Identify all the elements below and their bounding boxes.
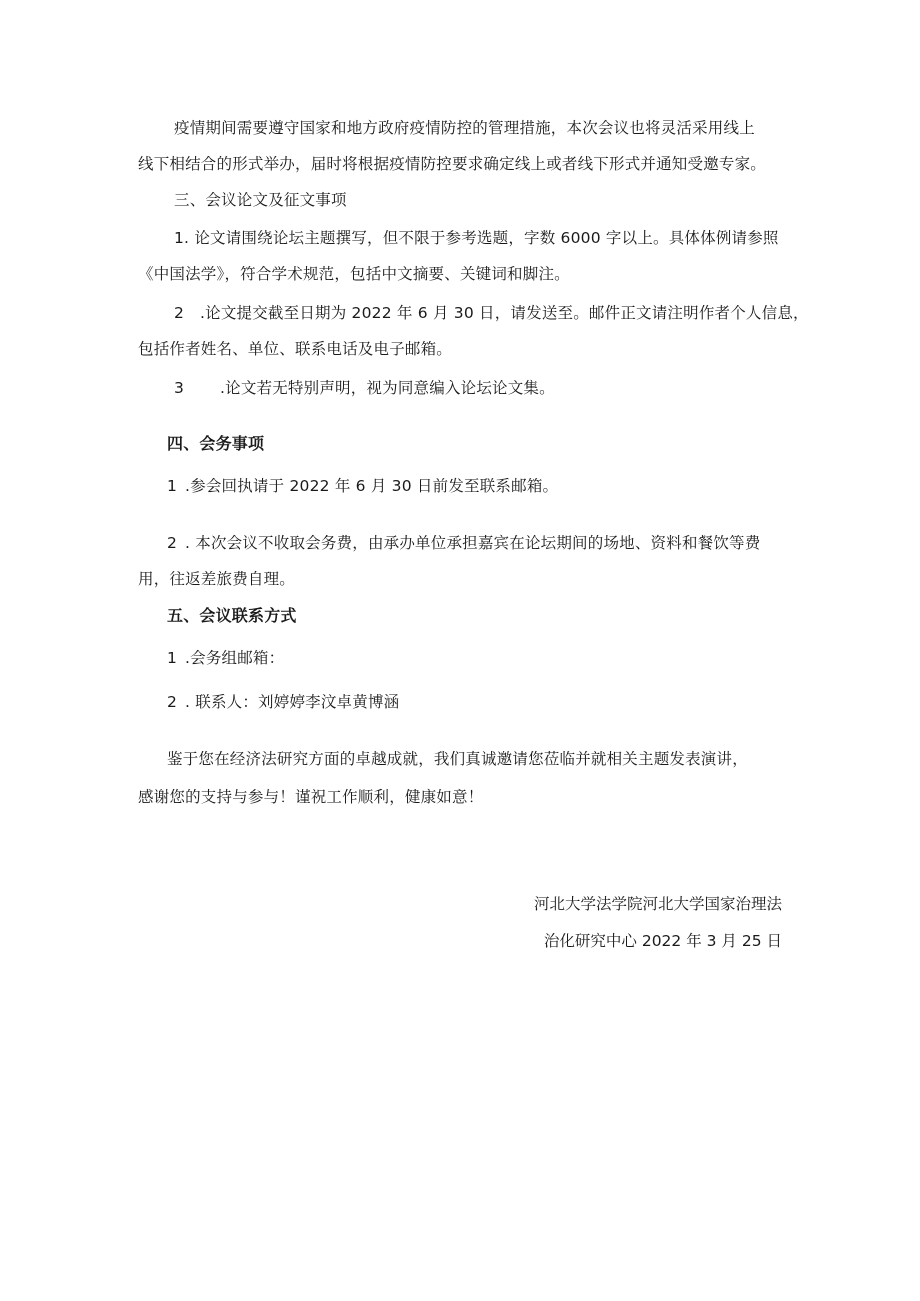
section3-item3-text: .论文若无特别声明，视为同意编入论坛论文集。 [220, 379, 555, 397]
section4-item2-number: 2 [167, 534, 178, 552]
section5-item1-text: .会务组邮箱： [185, 649, 285, 667]
section5-item1 [167, 648, 284, 668]
closing-line2: 感谢您的支持与参与！谨祝工作顺利，健康如意！ [138, 788, 484, 806]
closing-line1: 鉴于您在经济法研究方面的卓越成就，我们真诚邀请您莅临并就相关主题发表演讲， [167, 750, 748, 768]
section4-title: 四、会务事项 [167, 434, 265, 453]
section4-item2-line2: 用，往返差旅费自理。 [138, 570, 296, 588]
signature-line1: 河北大学法学院河北大学国家治理法 [533, 895, 782, 913]
section5-item2 [167, 692, 399, 712]
section5-item2-number: 2 [167, 693, 178, 711]
section5-item2-text: . 联系人：刘婷婷李汶卓黄博涵 [185, 693, 400, 711]
section3-item1-line2: 《中国法学》，符合学术规范，包括中文摘要、关键词和脚注。 [138, 265, 570, 283]
covid-paragraph-line1: 疫情期间需要遵守国家和地方政府疫情防控的管理措施，本次会议也将灵活采用线上 [174, 119, 755, 137]
section3-item2-number: 2 [174, 304, 185, 322]
section4-item2-line1 [167, 533, 760, 553]
section4-item1 [167, 476, 558, 496]
section3-item2-text: .论文提交截至日期为 2022 年 6 月 30 日，请发送至。邮件正文请注明作者个人信息， [200, 304, 809, 322]
section3-item1-line1: 1. 论文请围绕论坛主题撰写，但不限于参考选题，字数 6000 字以上。具体体例请参照 [174, 229, 779, 247]
signature-line2: 治化研究中心 2022 年 3 月 25 日 [543, 932, 782, 950]
section4-item1-text: .参会回执请于 2022 年 6 月 30 日前发至联系邮箱。 [185, 477, 559, 495]
section3-item3-number: 3 [174, 379, 185, 397]
section3-item2-line1 [174, 303, 809, 323]
section5-item1-number: 1 [167, 649, 178, 667]
section3-item2-line2: 包括作者姓名、单位、联系电话及电子邮箱。 [138, 340, 453, 358]
covid-paragraph-line2: 线下相结合的形式举办，届时将根据疫情防控要求确定线上或者线下形式并通知受邀专家。 [138, 155, 767, 173]
section3-item3 [174, 378, 555, 398]
section3-title: 三、会议论文及征文事项 [174, 191, 347, 209]
section4-item1-number: 1 [167, 477, 178, 495]
section5-title: 五、会议联系方式 [167, 606, 297, 625]
section4-item2-text: . 本次会议不收取会务费，由承办单位承担嘉宾在论坛期间的场地、资料和餐饮等费 [185, 534, 761, 552]
